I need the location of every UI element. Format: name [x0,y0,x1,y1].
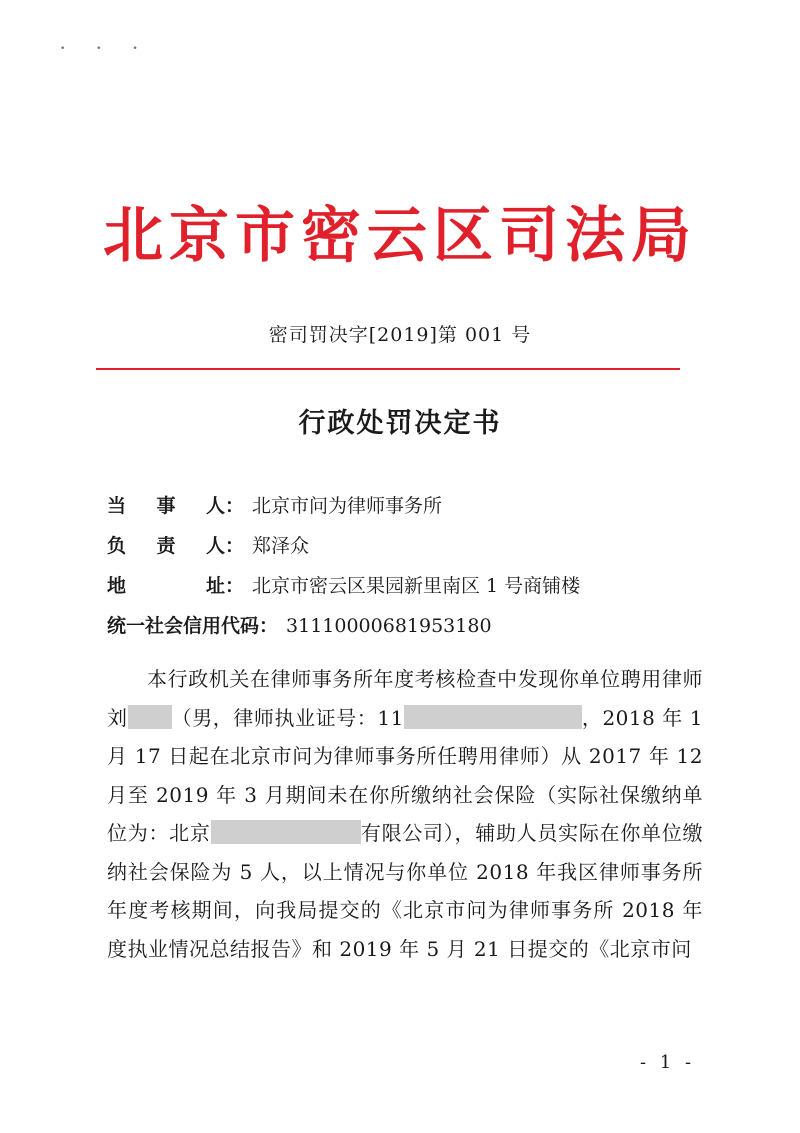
party-value: 北京市密云区果园新里南区 1 号商铺楼 [252,575,581,597]
page-number: - 1 - [640,1052,696,1073]
agency-header: 北京市密云区司法局 [103,201,697,271]
decision-body [107,660,703,968]
party-label: 负 责 人 [107,535,225,557]
body-paragraph [107,660,703,968]
colon: ： [225,495,245,517]
party-row-credit-code [107,606,707,646]
colon: ： [225,575,245,597]
document-title: 行政处罚决定书 [298,408,502,439]
party-row-address [107,566,707,606]
redaction-block [404,705,582,729]
scan-specks: • • • [60,44,152,54]
body-segment: 有限公司），辅助人员实际在你单位缴纳社会保险为 5 人，以上情况与你单位 2018 年我区律师事务所年度考核期间，向我局提交的《北京市问为律师事务所 2018 年度执业情况总结报告》和 2019 年 5 月 21 日提交的《北京市问 [107,821,704,961]
body-segment: （男，律师执业证号：11 [171,705,404,730]
redaction-block [128,705,172,729]
body-segment: 本行政机关在律师事务所年度考核检查中发现你单位聘用律师刘 [107,667,703,730]
party-value: 31110000681953180 [286,615,492,637]
party-row-litigant [107,486,707,526]
colon: ： [225,535,245,557]
document-number: 密司罚决字[2019]第 001 号 [268,324,532,346]
party-row-responsible [107,526,707,566]
colon: ： [259,615,279,637]
party-value: 北京市问为律师事务所 [252,495,443,517]
party-value: 郑泽众 [252,535,310,557]
redaction-block [211,820,361,844]
party-label: 统一社会信用代码 [107,615,260,637]
party-label: 当 事 人 [107,495,225,517]
party-info [107,486,707,646]
red-divider [96,368,680,370]
party-label: 地 址 [107,575,225,597]
body-segment: ，2018 年 1 月 17 日起在北京市问为律师事务所任聘用律师）从 2017 年 12 月至 2019 年 3 月期间未在你所缴纳社会保险（实际社保缴纳单位为：北京 [107,705,704,845]
